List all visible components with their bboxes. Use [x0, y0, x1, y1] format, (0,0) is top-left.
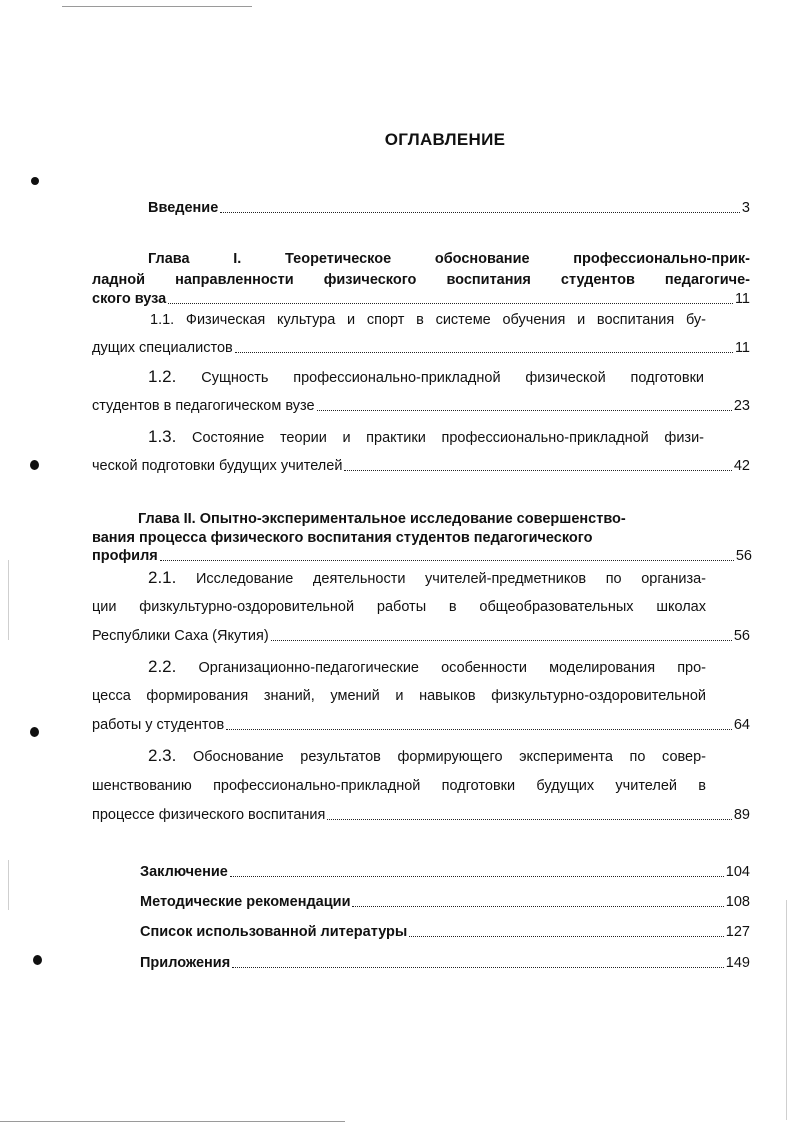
chapter2-title-line: Глава II. Опытно-экспериментальное исследование совершенство- [138, 511, 626, 527]
section-number: 2.1. [148, 568, 177, 587]
scan-left-edge-mark-lower [8, 860, 9, 910]
section-title-text: Состояние теории и практики профессионально-прикладной физи- [191, 430, 704, 446]
toc-page-number: 89 [733, 807, 750, 823]
section-title-text: Физическая культура и спорт в системе обучения и воспитания бу- [185, 312, 707, 328]
toc-entry-section-1-1[interactable] [92, 338, 750, 358]
section-2-2-line-2: цесса формирования знаний, умений и навыков физкультурно-оздоровительной [92, 688, 706, 704]
toc-entry-conclusion[interactable] [140, 862, 750, 882]
toc-page-number: 11 [734, 291, 750, 307]
dot-leader [344, 470, 731, 471]
toc-entry-label: Заключение [140, 864, 228, 880]
dot-leader [235, 352, 733, 353]
section-2-2-line [148, 657, 706, 677]
section-2-3-line [148, 746, 706, 766]
toc-entry-label: Приложения [140, 955, 231, 971]
chapter2-title-last: профиля [92, 548, 158, 564]
dot-leader [317, 410, 732, 411]
toc-page-number: 149 [725, 955, 750, 971]
section-number: 2.3. [148, 746, 177, 765]
section-number: 1.2. [148, 367, 177, 386]
section-title-text: Организационно-педагогические особенности моделирования про- [198, 660, 707, 676]
toc-page-number: 23 [733, 398, 750, 414]
toc-entry-introduction[interactable] [148, 198, 750, 218]
section-2-1-line [148, 568, 706, 588]
scan-bottom-rule [0, 1121, 345, 1122]
chapter1-title-last: ского вуза [92, 291, 167, 307]
section-1-2-line [148, 367, 704, 387]
section-title-last: студентов в педагогическом вузе [92, 398, 315, 414]
toc-entry-bibliography[interactable] [140, 922, 750, 942]
section-title-text: Сущность профессионально-прикладной физической подготовки [201, 370, 705, 386]
toc-page-number: 108 [725, 894, 750, 910]
section-2-3-line-2: шенствованию профессионально-прикладной подготовки будущих учителей в [92, 778, 706, 794]
section-1-1-line [150, 310, 706, 330]
dot-leader [226, 729, 732, 730]
toc-entry-chapter2[interactable] [92, 546, 752, 566]
toc-page-number: 56 [733, 628, 750, 644]
dot-leader [232, 967, 724, 968]
dot-leader [168, 303, 733, 304]
chapter2-title-line: вания процесса физического воспитания студентов педагогического [92, 530, 593, 546]
punch-hole-mark [33, 955, 42, 965]
section-title-text: Исследование деятельности учителей-предметников по организа- [195, 571, 706, 587]
dot-leader [352, 906, 723, 907]
toc-entry-chapter1[interactable] [92, 289, 750, 309]
chapter1-title-line: ладной направленности физического воспитания студентов педагогиче- [92, 272, 750, 288]
dot-leader [271, 640, 732, 641]
section-title-text: Обоснование результатов формирующего эксперимента по совер- [192, 749, 707, 765]
toc-page-number: 64 [733, 717, 750, 733]
toc-entry-label: Список использованной литературы [140, 924, 408, 940]
section-number: 1.3. [148, 427, 177, 446]
toc-entry-section-2-3[interactable] [92, 805, 750, 825]
toc-entry-section-2-1[interactable] [92, 626, 750, 646]
section-2-1-line-2: ции физкультурно-оздоровительной работы в общеобразовательных школах [92, 599, 706, 615]
punch-hole-mark [30, 727, 39, 737]
toc-page-number: 3 [741, 200, 750, 216]
section-number: 1.1. [150, 312, 175, 328]
section-title-last: ческой подготовки будущих учителей [92, 458, 343, 474]
toc-page-number: 11 [734, 340, 750, 356]
dot-leader [409, 936, 723, 937]
dot-leader [160, 560, 734, 561]
section-number: 2.2. [148, 657, 177, 676]
toc-entry-methodical-recommendations[interactable] [140, 892, 750, 912]
section-title-last: процессе физического воспитания [92, 807, 326, 823]
toc-entry-label: Методические рекомендации [140, 894, 351, 910]
toc-entry-section-1-3[interactable] [92, 456, 750, 476]
toc-title: ОГЛАВЛЕНИЕ [384, 130, 506, 149]
dot-leader [230, 876, 724, 877]
dot-leader [327, 819, 731, 820]
toc-page-number: 42 [733, 458, 750, 474]
section-title-last: дущих специалистов [92, 340, 233, 356]
toc-entry-label: Введение [148, 200, 219, 216]
toc-page-number: 127 [725, 924, 750, 940]
punch-hole-mark [30, 460, 39, 470]
chapter1-title-line: Глава I. Теоретическое обоснование профессионально-прик- [148, 251, 750, 267]
dot-leader [220, 212, 740, 213]
section-title-last: работы у студентов [92, 717, 225, 733]
scan-top-rule [62, 6, 252, 7]
section-title-last: Республики Саха (Якутия) [92, 628, 269, 644]
toc-entry-section-1-2[interactable] [92, 396, 750, 416]
toc-entry-section-2-2[interactable] [92, 715, 750, 735]
punch-hole-mark [31, 177, 39, 185]
toc-entry-appendices[interactable] [140, 953, 750, 973]
scan-left-edge-mark [8, 560, 9, 640]
section-1-3-line [148, 427, 704, 447]
toc-page-number: 56 [735, 548, 752, 564]
toc-page-number: 104 [725, 864, 750, 880]
scan-right-edge-mark [786, 900, 787, 1120]
